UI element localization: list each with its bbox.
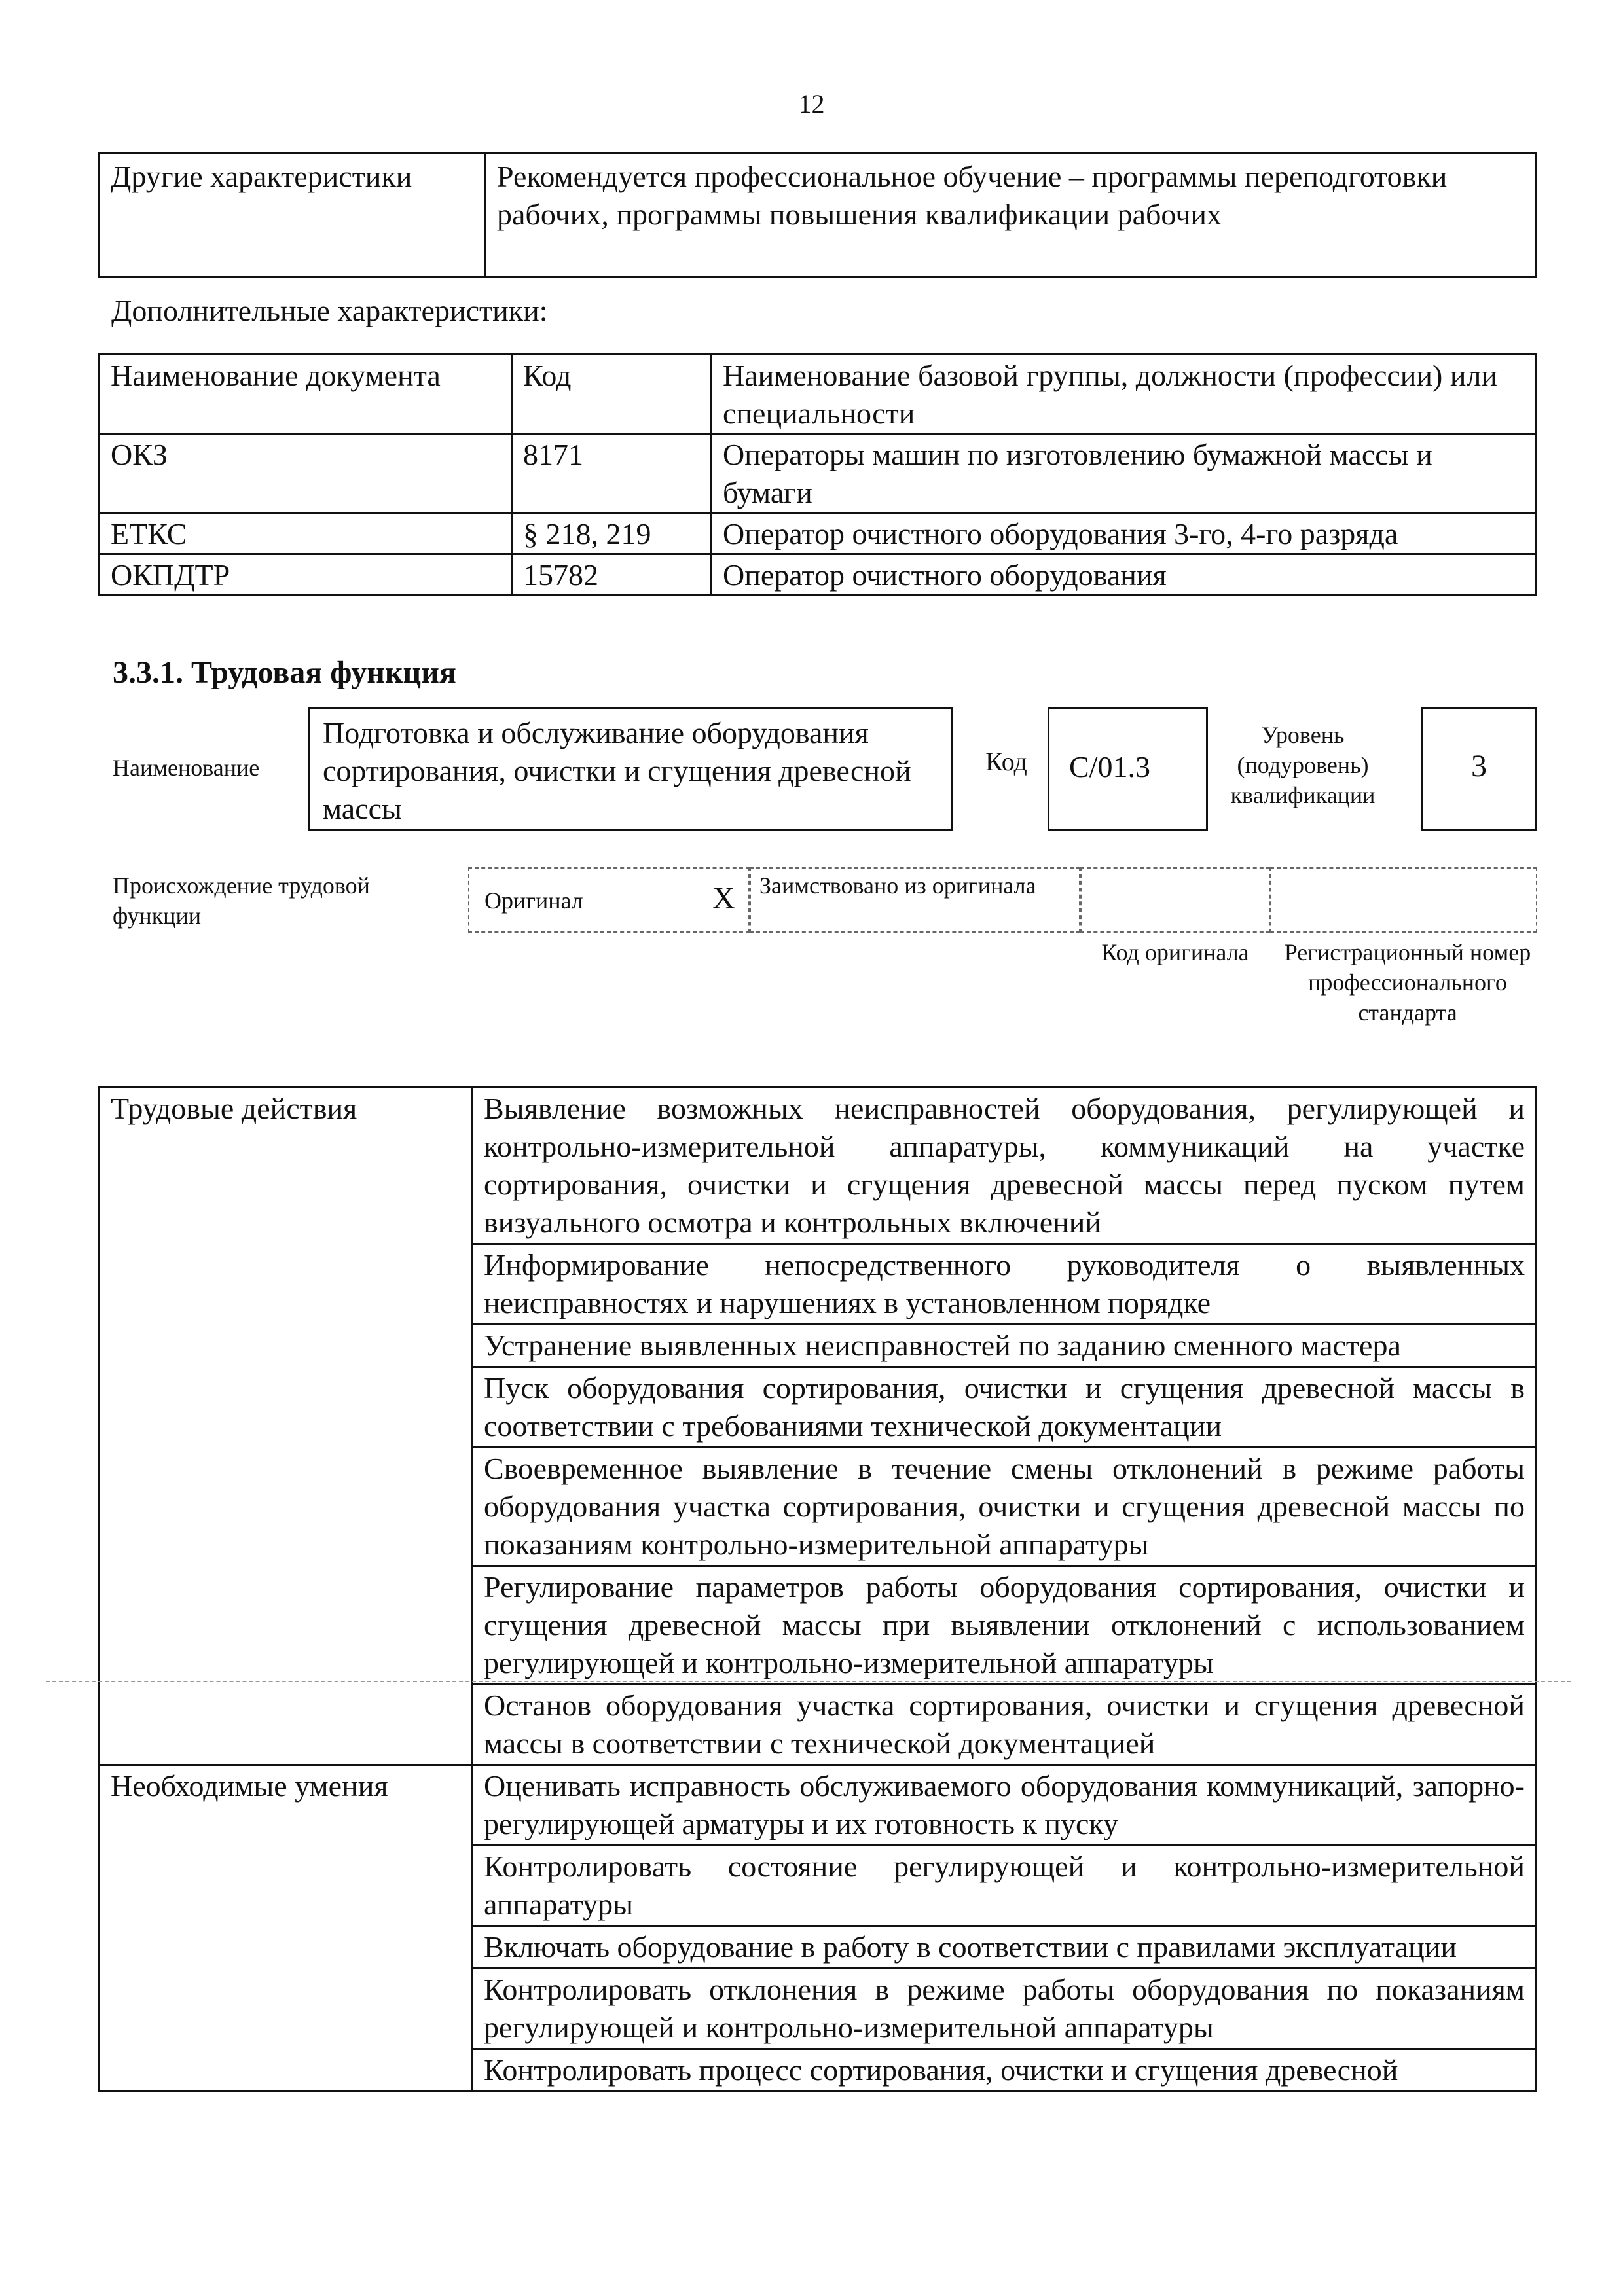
qualification-level-label: Уровень (подуровень) квалификации: [1230, 722, 1376, 808]
cell-code: 15782: [512, 554, 712, 596]
table-header-row: [100, 355, 1537, 434]
code-original-label: Код оригинала: [1101, 939, 1249, 965]
table-row: [100, 1088, 1537, 1244]
cell-code: § 218, 219: [512, 513, 712, 554]
cell-document: ОКЗ: [100, 434, 512, 513]
scan-artifact-line: [46, 1681, 1571, 1682]
skill-item: Контролировать процесс сортирования, очистки и сгущения древесной: [473, 2049, 1537, 2092]
additional-characteristics-table: [98, 353, 1537, 596]
cell-code: 8171: [512, 434, 712, 513]
labor-function-details-table: [98, 1086, 1537, 2092]
table-row: [100, 153, 1537, 278]
table-row: [100, 1765, 1537, 1846]
name-label: Наименование: [113, 755, 260, 781]
qualification-level-box: 3: [1421, 707, 1537, 831]
other-characteristics-label: Другие характеристики: [100, 153, 486, 278]
skill-item: Включать оборудование в работу в соответствии с правилами эксплуатации: [473, 1926, 1537, 1969]
labor-action-item: Останов оборудования участка сортирования, очистки и сгущения древесной массы в соответствии с технической документацией: [473, 1685, 1537, 1765]
other-characteristics-value: Рекомендуется профессиональное обучение – программы переподготовки рабочих, программы повышения квалификации рабочих: [486, 153, 1537, 278]
cell-document: ОКПДТР: [100, 554, 512, 596]
page-number: 12: [798, 89, 825, 118]
other-characteristics-table: [98, 152, 1537, 278]
column-header-name: Наименование базовой группы, должности (профессии) или специальности: [712, 355, 1537, 434]
skill-item: Контролировать отклонения в режиме работы оборудования по показаниям регулирующей и контрольно-измерительной аппаратуры: [473, 1969, 1537, 2049]
original-mark: X: [712, 881, 735, 916]
origin-label: Происхождение трудовой функции: [113, 872, 370, 929]
cell-name: Операторы машин по изготовлению бумажной массы и бумаги: [712, 434, 1537, 513]
origin-reg-number-cell: [1270, 867, 1537, 933]
function-code-box: C/01.3: [1048, 707, 1208, 831]
skill-item: Оценивать исправность обслуживаемого оборудования коммуникаций, запорно-регулирующей арматуры и их готовность к пуску: [473, 1765, 1537, 1846]
cell-document: ЕТКС: [100, 513, 512, 554]
borrowed-label: Заимствовано из оригинала: [759, 872, 1036, 899]
labor-action-item: Своевременное выявление в течение смены отклонений в режиме работы оборудования участка сортирования, очистки и сгущения древесной массы по показаниям контрольно-измерительной аппаратуры: [473, 1448, 1537, 1566]
labor-action-item: Устранение выявленных неисправностей по заданию сменного мастера: [473, 1325, 1537, 1367]
labor-action-item: Пуск оборудования сортирования, очистки и сгущения древесной массы в соответствии с требованиями технической документации: [473, 1367, 1537, 1448]
labor-action-item: Выявление возможных неисправностей оборудования, регулирующей и контрольно-измерительной аппаратуры, коммуникаций на участке сортирования, очистки и сгущения древесной массы перед пуском путем визуального осмотра и контрольных включений: [473, 1088, 1537, 1244]
labor-action-item: Регулирование параметров работы оборудования сортирования, очистки и сгущения древесной массы при выявлении отклонений с использованием регулирующей и контрольно-измерительной аппаратуры: [473, 1566, 1537, 1685]
function-name-box: Подготовка и обслуживание оборудования сортирования, очистки и сгущения древесной массы: [308, 707, 953, 831]
required-skills-label: Необходимые умения: [100, 1765, 473, 2092]
labor-actions-label: Трудовые действия: [100, 1088, 473, 1765]
original-label: Оригинал: [484, 888, 583, 914]
cell-name: Оператор очистного оборудования: [712, 554, 1537, 596]
labor-action-item: Информирование непосредственного руководителя о выявленных неисправностях и нарушениях в установленном порядке: [473, 1244, 1537, 1325]
table-row: [100, 554, 1537, 596]
section-title: 3.3.1. Трудовая функция: [113, 655, 456, 690]
column-header-document: Наименование документа: [100, 355, 512, 434]
cell-name: Оператор очистного оборудования 3-го, 4-го разряда: [712, 513, 1537, 554]
additional-characteristics-title: Дополнительные характеристики:: [111, 294, 548, 327]
origin-code-cell: [1080, 867, 1270, 933]
skill-item: Контролировать состояние регулирующей и контрольно-измерительной аппаратуры: [473, 1846, 1537, 1926]
code-label: Код: [985, 747, 1027, 776]
column-header-code: Код: [512, 355, 712, 434]
table-row: [100, 434, 1537, 513]
registration-number-label: Регистрационный номер профессионального стандарта: [1284, 939, 1531, 1026]
table-row: [100, 513, 1537, 554]
